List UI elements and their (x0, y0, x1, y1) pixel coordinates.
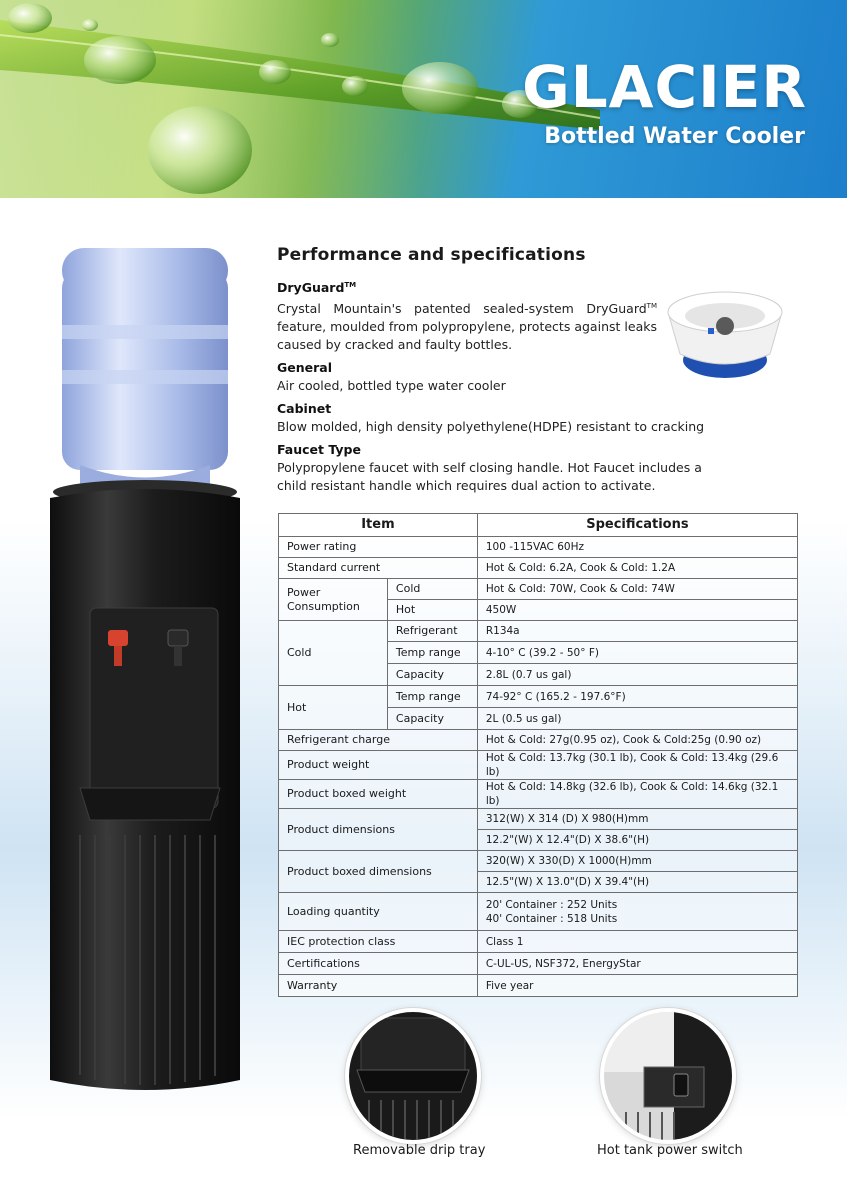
row-value: 312(W) X 314 (D) X 980(H)mm (477, 809, 797, 830)
row-label: IEC protection class (279, 931, 478, 953)
row-value: 12.5"(W) X 13.0"(D) X 39.4"(H) (477, 872, 797, 893)
loading-40ft: 40' Container : 518 Units (485, 912, 618, 925)
row-label: Product boxed dimensions (279, 851, 478, 893)
dryguard-text (277, 297, 657, 354)
row-value: 74-92° C (165.2 - 197.6°F) (477, 686, 797, 708)
row-label: Power Consumption (279, 579, 388, 621)
row-label: Product dimensions (279, 809, 478, 851)
loading-20ft: 20' Container : 252 Units (485, 898, 618, 911)
specifications-table (278, 513, 798, 997)
row-value: 450W (477, 600, 797, 621)
row-label: Power rating (279, 537, 478, 558)
row-value: Hot & Cold: 70W, Cook & Cold: 74W (477, 579, 797, 600)
row-value: Hot & Cold: 27g(0.95 oz), Cook & Cold:25g (0.90 oz) (477, 730, 797, 751)
table-row (279, 893, 798, 931)
row-sublabel: Temp range (387, 642, 477, 664)
dryguard-seal-image (660, 282, 790, 392)
table-row (279, 751, 798, 780)
drip-tray-image (345, 1008, 481, 1144)
row-sublabel: Capacity (387, 708, 477, 730)
row-label: Refrigerant charge (279, 730, 478, 751)
row-value (477, 893, 797, 931)
row-value: Hot & Cold: 13.7kg (30.1 lb), Cook & Cold: 13.4kg (29.6 lb) (477, 751, 797, 780)
row-label: Hot (279, 686, 388, 730)
row-value: 2.8L (0.7 us gal) (477, 664, 797, 686)
water-cooler-image (40, 240, 270, 1100)
table-row (279, 730, 798, 751)
brand-title: GLACIER (522, 53, 807, 121)
row-label: Warranty (279, 975, 478, 997)
brand-subtitle: Bottled Water Cooler (544, 124, 805, 149)
table-header-item: Item (279, 514, 478, 537)
dryguard-text-part1: Crystal Mountain's patented sealed-system DryGuard (277, 301, 647, 317)
row-label: Product boxed weight (279, 780, 478, 809)
cabinet-heading: Cabinet (277, 401, 332, 417)
row-value: Class 1 (477, 931, 797, 953)
table-row (279, 931, 798, 953)
row-value: 12.2"(W) X 12.4"(D) X 38.6"(H) (477, 830, 797, 851)
row-value: 320(W) X 330(D) X 1000(H)mm (477, 851, 797, 872)
general-text: Air cooled, bottled type water cooler (277, 378, 506, 394)
table-row (279, 579, 798, 600)
table-header-specifications: Specifications (477, 514, 797, 537)
table-row (279, 953, 798, 975)
row-value: 4-10° C (39.2 - 50° F) (477, 642, 797, 664)
row-value: Five year (477, 975, 797, 997)
row-label: Product weight (279, 751, 478, 780)
trademark-mark: TM (344, 281, 357, 289)
row-value: 100 -115VAC 60Hz (477, 537, 797, 558)
table-row (279, 558, 798, 579)
general-heading: General (277, 360, 332, 376)
row-value: Hot & Cold: 6.2A, Cook & Cold: 1.2A (477, 558, 797, 579)
row-sublabel: Capacity (387, 664, 477, 686)
power-switch-image (600, 1008, 736, 1144)
row-label: Loading quantity (279, 893, 478, 931)
row-sublabel: Refrigerant (387, 621, 477, 642)
row-label: Standard current (279, 558, 478, 579)
row-label: Certifications (279, 953, 478, 975)
row-value: Hot & Cold: 14.8kg (32.6 lb), Cook & Cold: 14.6kg (32.1 lb) (477, 780, 797, 809)
table-row (279, 780, 798, 809)
drip-tray-caption: Removable drip tray (353, 1143, 486, 1158)
performance-section (277, 244, 722, 500)
trademark-mark: TM (646, 302, 657, 311)
table-row (279, 975, 798, 997)
row-sublabel: Cold (387, 579, 477, 600)
table-row (279, 686, 798, 708)
row-value: C-UL-US, NSF372, EnergyStar (477, 953, 797, 975)
row-value: 2L (0.5 us gal) (477, 708, 797, 730)
faucet-heading: Faucet Type (277, 442, 361, 458)
table-row (279, 621, 798, 642)
row-label: Cold (279, 621, 388, 686)
dryguard-text-part2: feature, moulded from polypropylene, protects against leaks caused by cracked and faulty bottles. (277, 319, 657, 353)
table-row (279, 851, 798, 872)
row-sublabel: Temp range (387, 686, 477, 708)
dryguard-heading (277, 276, 722, 297)
table-row (279, 809, 798, 830)
dryguard-heading-text: DryGuard (277, 280, 345, 296)
table-row (279, 537, 798, 558)
row-sublabel: Hot (387, 600, 477, 621)
header-banner (0, 0, 847, 198)
power-switch-caption: Hot tank power switch (597, 1143, 743, 1158)
faucet-text: Polypropylene faucet with self closing handle. Hot Faucet includes a child resistant handle which requires dual action to activate. (277, 460, 702, 494)
row-value: R134a (477, 621, 797, 642)
section-title: Performance and specifications (277, 245, 586, 265)
cabinet-text: Blow molded, high density polyethylene(HDPE) resistant to cracking (277, 419, 705, 435)
